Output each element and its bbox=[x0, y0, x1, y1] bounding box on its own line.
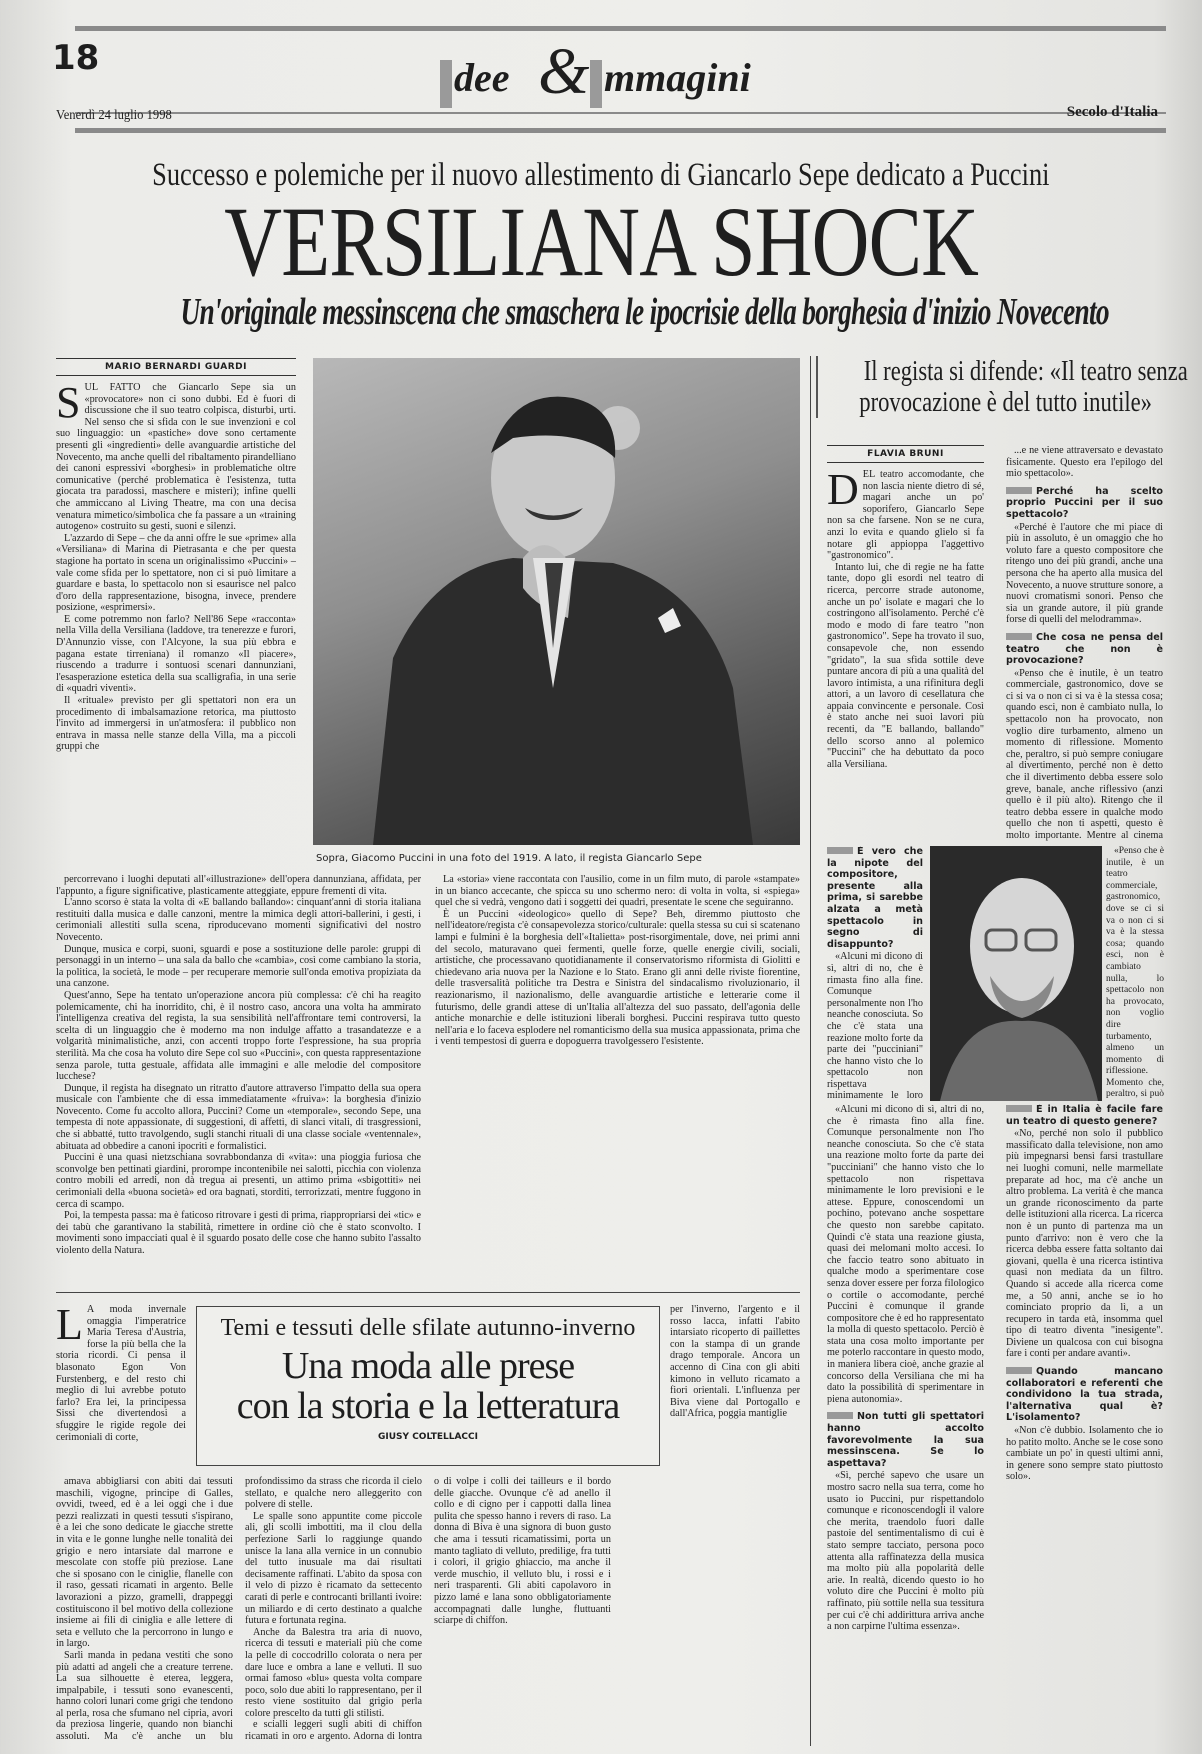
fashion-paragraph-list bbox=[56, 1476, 611, 1748]
fashion-paragraph: per l'inverno, l'argento e il rosso lacca, infatti l'abito intarsiato ricoperto di paillettes con la stampa di un grande drago temporale. Ancora un accenno di Cina con gli abiti kimono in velluto ricamato a fiori orientali. L'influenza per Biva viene dal Portogallo e dall'Africa, poggia mantiglie bbox=[670, 1304, 800, 1420]
interview-column-2-lower bbox=[1006, 1104, 1163, 1748]
main-subhead: Un'originale messinscena che smaschera le ipocrisie della borghesia d'inizio Novecento bbox=[180, 291, 1109, 333]
photo-caption: Sopra, Giacomo Puccini in una foto del 1919. A lato, il regista Giancarlo Sepe bbox=[316, 853, 702, 864]
article-paragraph: Poi, la tempesta passa: ma è faticoso ritrovare i gesti di prima, riappropriarsi dei «tic» e dei tabù che garantivano la stabilità, rimettere in ordine ciò che è stato sconvolto. I movimenti sono impacciati qual è il sguardo posato delle cose che hanno subito l'assalto violento della Natura. bbox=[56, 1210, 421, 1256]
drop-cap: L bbox=[56, 1304, 83, 1349]
article-paragraph: Dunque, il regista ha disegnato un ritratto d'autore attraverso l'impatto della sua opera musicale con l'ambiente che di essa immediatamente «fruiva»: la borghesia d'inizio Novecento. Come fu accolto allora, Puccini? Come un «temporale», secondo Sepe, una tempesta di note appassionate, di suggestioni, di affetti, di slanci vitali, di trasgressioni, che si abbatté, tutto travolgendo, sugli stanchi rituali di una classe sociale «ventennale», abituata ad obbedire a canoni ipocriti e formalistici. bbox=[56, 1082, 421, 1152]
interview-headline: Il regista si difende: «Il teatro senza provocazione è del tutto inutile» bbox=[816, 356, 1166, 418]
interview-answer: «Alcuni mi dicono di sì, altri di no, che è rimasta fino alla fine. Comunque personalmente non l'ho neanche conosciuta. So che c'è stata una reazione molto forte da parte dei "pucciniani" che hanno visto che lo spettacolo non rispettava minimamente le loro bbox=[827, 951, 923, 1100]
article-paragraph: percorrevano i luoghi deputati all'«illustrazione» dell'opera dannunziana, affidata, per l'appunto, a figure significative, plasticamente atteggiate, eppure frementi di vita. bbox=[56, 874, 421, 897]
article-paragraph: L'azzardo di Sepe – che da anni offre le sue «prime» alla «Versiliana» di Marina di Pietrasanta e che per questa stagione ha portato in scena un originalissimo «Puccini» – vale come sfida per lo spettatore, non ci si può limitare a guardare e basta, lo spettacolo non si esaurisce nel palco d'oro della rappresentazione, bisogna, invece, prendere posizione, «esprimersi». bbox=[56, 532, 296, 614]
drop-cap: D bbox=[827, 465, 859, 514]
fashion-paragraph: e scialli leggeri sugli abiti di chiffon ricamati in oro e argento. Adorna di lontra o di volpe i colli dei tailleurs e il bordo delle giacche. Ovunque c'è ad anello il collo e di cigno per i cappotti dalla linea pulita che spesso hanno i revers di raso. La donna di Biva è una signora di buon gusto che ama i tessuti ricamatissimi, porta un manto tagliato di velluto, predilige, fra tutti i colori, il grigio ghiaccio, ma anche il verde muschio, il velluto blu, i rossi e i neri trasparenti. Gli abiti capolavoro in pizzo lamé e lana sono obbligatoriamente accompagnati dalle lunghe, fluttuanti sciarpe di chiffon. bbox=[245, 1476, 611, 1743]
fashion-headline: Una moda alle prese con la storia e la letteratura bbox=[236, 1345, 620, 1427]
section-rule bbox=[56, 1292, 800, 1293]
fashion-left-column bbox=[56, 1304, 186, 1468]
issue-date: Venerdì 24 luglio 1998 bbox=[56, 108, 172, 123]
newspaper-name: Secolo d'Italia bbox=[1066, 104, 1158, 120]
section-masthead bbox=[430, 35, 830, 110]
article-paragraph: L'anno scorso è stata la volta di «E ballando ballando»: cinquant'anni di storia italiana restituiti dalla musica e dalle canzoni, mentre la mimica degli attori-ballerini, i gesti, i cerimoniali allestiti sulla scena, riproducevano momenti significativi del nostro Novecento. bbox=[56, 897, 421, 943]
interview-answer: «Perché è l'autore che mi piace di più in assoluto, è un omaggio che ho voluto fare a questo compositore che ritengo uno dei più grandi, anche una persona che ha aperto alla musica del Novecento, a nuove strutture sonore, a nuovi cromatismi sonori. Penso che sia un grande autore, il più grande forse di quelli del melodramma». bbox=[1006, 521, 1163, 626]
interview-paragraph: ...e ne viene attraversato e devastato fisicamente. Questo era l'epilogo del mio spettacolo». bbox=[1006, 445, 1163, 480]
drop-cap: S bbox=[56, 378, 81, 427]
article-paragraph: È un Puccini «ideologico» quello di Sepe? Beh, diremmo piuttosto che nell'ideatore/regista c'è consapevolezza storico/culturale: quella stessa su cui si scatenano lampi e fulmini è la borghesia dell'«Italietta» post-risorgimentale, dove, nei primi anni del secolo, maturavano quei fermenti, quelle forze, quelle energie civili, sociali, artistiche, che processavano quotidianamente il conservatorismo riformista di Giolitti e chiedevano aria nuova per la Nazione e lo Stato. Erano gli anni delle riviste fiorentine, delle trasversalità politiche tra Destra e Sinistra del sindacalismo rivoluzionario, il reazionarismo, il nazionalismo, delle avanguardie artistiche e letterarie come il futurismo, delle grandi attese di un'Italia all'altezza del suo passato, dell'agonia delle antiche monarchie e delle istituzioni liberali borghesi. Puccini respirava tutto questo nell'aria e lo faceva esplodere nel romanticismo della sua musica appassionata, prima che i venti tempestosi di guerra e dopoguerra travolgessero l'esistente. bbox=[435, 908, 800, 1048]
interview-question: È vero che la nipote del compositore, presente alla prima, si sarebbe alzata a metà spettacolo in segno di disappunto? bbox=[827, 846, 923, 950]
main-article-column-1 bbox=[56, 358, 296, 863]
fashion-byline: GIUSY COLTELLACCI bbox=[378, 1432, 478, 1442]
date-rule bbox=[75, 112, 1166, 114]
fashion-paragraph: A moda invernale omaggia l'imperatrice Maria Teresa d'Austria, forse la più bella che la storia ricordi. Ci pensa il blasonato Egon Von Furstenberg, e del resto chi meglio di lui avrebbe potuto farlo? Era lei, la principessa Sissi che divertendosi a sfuggire le rigide regole dei cerimoniali di corte, bbox=[56, 1304, 186, 1443]
letter-i-bar bbox=[590, 60, 602, 108]
interview-answer: «Penso che è inutile, è un teatro commerciale, gastronomico, dove se ci si va o non ci si va è la stessa cosa; quando esci, non è cambiato nulla, lo spettacolo non ha provocato, non voglio dire turbamento, almeno un momento di riflessione. Momento che, peraltro, si può bbox=[1106, 846, 1164, 1100]
main-byline: MARIO BERNARDI GUARDI bbox=[56, 358, 296, 376]
article-paragraph-list bbox=[56, 378, 296, 753]
interview-column-2-narrow bbox=[1106, 846, 1164, 1100]
fashion-lower-columns bbox=[56, 1476, 800, 1748]
fashion-paragraph: Anche da Balestra tra aria di nuovo, ricerca di tessuti e materiali più che come la pelle di coccodrillo colorata o nera per dare luce e ombra a lane e velluti. Il suo ormai famoso «blu» questa volta compare poco, solo due abiti lo rappresentano, per il resto viene sostituito dal grigio perla colore prescelto da tutti gli stilisti. bbox=[245, 1626, 422, 1719]
interview-question: Quando mancano collaboratori e referenti che condividono la tua strada, l'alternativa qual è? L'isolamento? bbox=[1006, 1366, 1163, 1424]
interview-paragraph-list bbox=[827, 465, 984, 770]
fashion-paragraph: amava abbigliarsi con abiti dai tessuti maschili, vigogne, principe di Galles, ovvidi, tweed, ed è a lei oggi che i due pezzi realizzati in questi tessuti s'ispirano, è a lei che sono dedicate le giacche strette in vita e le gonne lunghe nelle tonalità dei grigio e nero intarsiate dal marrone e mescolate con stoffe più preziose. Lane che si sposano con le ciniglie, flanelle con il raso, gessati ricamati in argento. Belle lavorazioni a pizzo, gramelli, drappeggi costituiscono il bel motivo della collezione insieme ai fili di ciniglia e alle lettere di seta e velluto che la percorrono in lungo e in largo. bbox=[56, 1476, 233, 1650]
column-separator bbox=[810, 356, 811, 1746]
interview-column-1 bbox=[827, 445, 984, 843]
interview-answer: «No, perché non solo il pubblico massificato dalla televisione, non amo più impegnarsi bensì farsi trastullare nei luoghi comuni, nelle marmellate preparate ad hoc, ma c'è anche un altro problema. La verità è che manca un grande riconoscimento da parte delle istituzioni alla ricerca. La ricerca non è un punto di partenza ma un punto d'arrivo: non è vero che la ricerca debba essere fatta soltanto dai giovani, quella è una ricerca istintiva quasi non mediata da un filtro. Quando si accede alla ricerca come me, a 50 anni, anche se io ho cominciato proprio da lì, a un recupero in tarda età, insomma quel tipo di teatro diventa "inesigente". Diviene un qualcosa con cui bisogna fare i conti per andare avanti». bbox=[1006, 1128, 1163, 1360]
article-paragraph-list bbox=[56, 874, 800, 1278]
top-rule bbox=[75, 26, 1166, 31]
interview-question: Non tutti gli spettatori hanno accolto favorevolmente la sua messinscena. Se lo aspettava? bbox=[827, 1411, 984, 1469]
article-paragraph: Quest'anno, Sepe ha tentato un'operazione ancora più complessa: c'è chi ha reagito polemicamente, chi ha inorridito, chi, è il nostro caso, ancora una volta ha ammirato l'intelligenza creativa del regista, la sua sensibilità nell'affrontare temi controversi, la scelta di un linguaggio che è moderno ma non indulge affatto a trasandatezze e a volgarità minimalistiche, anzi, con accenti troppo forte l'espressione, ha sua propria sterilità. Ma che cosa ha voluto dire Sepe col suo «Puccini», con questa rappresentazione senza parole, tutta gestuale, affidata alle immagini e alle melodie del compositore lucchese? bbox=[56, 989, 421, 1083]
fashion-paragraph: Le spalle sono appuntite come piccole ali, gli scolli imbottiti, ma il clou della perfezione Sarli lo raggiunge quando unisce la lana alla vernice in un connubio del tutto inusuale ma dai risultati decisamente raffinati. L'abito da sposa con il velo di pizzo è ricamato da settecento carati di perle e controcanti brillanti ivoire: un miliardo e di certo destinato a qualche futura e fortunata regina. bbox=[245, 1510, 422, 1627]
ampersand: & bbox=[538, 35, 590, 108]
section-word-2: mmagini bbox=[604, 55, 751, 100]
main-kicker: Successo e polemiche per il nuovo allestimento di Giancarlo Sepe dedicato a Puccini bbox=[152, 157, 1050, 193]
article-paragraph: Puccini è una quasi nietzschiana sovrabbondanza di «vita»: una pioggia furiosa che sconvolge ben pettinati giardini, prorompe incontenibile nei salotti, picchia con violenza contro mobili ed arredi, non dà tregua ai presenti, un attimo prima «sbigottiti» nei cerimoniali della «buona società» ed ora bagnati, storditi, terrorizzati, mentre fuggono in cerca di scampo. bbox=[56, 1152, 421, 1210]
interview-answer: «Sì, perché sapevo che usare un mostro sacro nella sua terra, come ho usato io Puccini, pur rispettandolo comunque e riconoscendogli il valore che merita, traendolo fuori dalle pastoie del sentimentalismo di cui è stato sempre tacciato, persona poco attenta alla raffinatezza della musica ma molto più alla popolarità delle arie. In realtà, dicendo questo io ho voluto dire che Puccini è molto più raffinato, più sottile nella sua tessitura per cui c'è chi addirittura arriva anche a non carpirne l'ultima essenza». bbox=[827, 1470, 984, 1633]
interview-column-1-lower bbox=[827, 1104, 984, 1748]
article-paragraph: Dunque, musica e corpi, suoni, sguardi e pose a sostituzione delle parole: gruppi di personaggi in un interno – una sala da ballo che «cambia», così come cambiano la storia, la politica, la società, le mode – per recuperare memorie sull'onda emotiva propiziata da una canzone. bbox=[56, 943, 421, 990]
interview-question: Perché ha scelto proprio Puccini per il suo spettacolo? bbox=[1006, 485, 1163, 520]
interview-question: Che cosa ne pensa del teatro che non è provocazione? bbox=[1006, 631, 1163, 667]
interview-column-1-narrow bbox=[827, 846, 923, 1100]
sepe-photo bbox=[930, 846, 1102, 1101]
interview-column-2 bbox=[1006, 445, 1163, 843]
masthead-bottom-rule bbox=[75, 128, 1166, 133]
fashion-right-column bbox=[670, 1304, 800, 1468]
letter-i-bar bbox=[440, 60, 452, 108]
interview-answer: «Alcuni mi dicono di sì, altri di no, che è rimasta fino alla fine. Comunque personalmente non l'ho neanche conosciuta. So che c'è stata una reazione molto forte da parte dei "pucciniani" che hanno visto che lo spettacolo non rispettava minimamente le loro previsioni e le attese. Eppure, conoscendomi un pochino, potevano anche sospettare che questo non sarebbe capitato. Quindi c'è stata una reazione giusta, quasi dei melomani molto accesi. Io che faccio teatro sono abituato in qualche modo a sperimentare cose senza dover essere per forza filologico o cortile o accomodante, perché Puccini è comunque il grande compositore che è ed ho rappresentato la molla di questo spettacolo. Perciò è stata una cosa molto importante per me poterlo raccontare in questo modo, in maniera libera cioè, anche grazie al concorso della Versiliana che mi ha dato la possibilità di sperimentare in piena autonomia». bbox=[827, 1104, 984, 1405]
interview-paragraph: EL teatro accomodante, che non lascia niente dietro di sé, magari anche un po' soporifero, Giancarlo Sepe non sa che farsene. Non se ne cura, anzi lo evita e quando glielo si fa notare gli appioppa l'aggettivo "gastronomico". bbox=[827, 469, 984, 562]
fashion-paragraph: Sarli manda in pedana vestiti che sono più adatti ad angeli che a creature terrene. La sua silhouette è eterea, leggera, impalpabile, i tessuti sono evanescenti, hanno colori lunari come grigi che tendono al perla, rosa che sfumano nel cipria, avori da preziosa lingerie, quando non bianchi assoluti. Ma c'è anche un blu profondissimo da strass che ricorda il cielo stellato, e qualche nero alleggerito con polvere di stelle. bbox=[56, 1476, 422, 1743]
article-paragraph: La «storia» viene raccontata con l'ausilio, come in un film muto, di parole «stampate» in un bianco accecante, che spicca su uno schermo nero: di volta in volta, si «spiega» quel che si vedrà, vengono dati i soggetti dei quadri, presentate le scene che seguiranno. bbox=[435, 874, 800, 909]
interview-paragraph: Intanto lui, che di regie ne ha fatte tante, dopo gli esordi nel teatro di ricerca, percorre strade autonome, anche un po' isolate e magari che lo costringono all'isolamento. Perché c'è modo e modo di fare teatro "non gastronomico". Sepe ha trovato il suo, consapevole che, non essendo "gridato", la sua sfida sottile deve puntare ancora di più a una qualità del lavoro intimista, a una rifinitura degli attori, a un lavoro di cesellatura che appaia convincente e personale. Così è stato anche nei suoi lavori più recenti, da "E ballando, ballando" dello scorso anno al polemico "Puccini" che ha debuttato da poco alla Versiliana. bbox=[827, 561, 984, 770]
section-word-1: dee bbox=[454, 55, 510, 100]
interview-answer: «Penso che è inutile, è un teatro commerciale, gastronomico, dove se ci si va o non ci si va è la stessa cosa; quando esci, non è cambiato nulla, lo spettacolo non ha provocato, non voglio dire turbamento, almeno un momento di riflessione. Momento che, peraltro, si può sempre coniugare al divertimento, perché non è detto che il divertimento debba essere solo greve, banale, anche riflessivo (anzi quello è il più alto). Ritengo che il teatro debba essere in qualche modo quello che non ti aspetti, questo è molto importante. Mentre al cinema bbox=[1006, 667, 1163, 841]
article-paragraph: E come potremmo non farlo? Nell'86 Sepe «racconta» nella Villa della Versiliana (laddove, tra tenerezze e furori, D'Annunzio visse, con l'Alcyone, la sua più ebbra e pagana estate tirreniana) il romanzo «Il piacere», riuscendo a tradurre i sontuosi scenari dannunziani, l'esasperazione estetica della sua scalligrafia, in una serie di «quadri viventi». bbox=[56, 613, 296, 695]
article-paragraph: Il «rituale» previsto per gli spettatori non era un procedimento di imbalsamazione retorica, ma piuttosto l'invito ad immergersi in un'atmosfera: il pubblico non entrava in massa nelle stanze della Villa, ma a piccoli gruppi che bbox=[56, 695, 296, 753]
fashion-kicker: Temi e tessuti delle sfilate autunno-inverno bbox=[220, 1315, 636, 1341]
interview-answer: «Non c'è dubbio. Isolamento che io ho patito molto. Anche se le cose sono cambiate un po' in questi ultimi anni, in genere sono sempre stato piuttosto solo». bbox=[1006, 1425, 1163, 1483]
main-headline: VERSILIANA SHOCK bbox=[224, 186, 978, 297]
main-article-lower-columns bbox=[56, 874, 800, 1278]
page-number: 18 bbox=[52, 38, 100, 78]
interview-question: È in Italia è facile fare un teatro di questo genere? bbox=[1006, 1104, 1163, 1127]
fashion-headline-box bbox=[196, 1306, 660, 1466]
puccini-photo bbox=[313, 358, 800, 845]
article-paragraph: UL FATTO che Giancarlo Sepe sia un «provocatore» non ci sono dubbi. Ed è fuori di discussione che il suo teatro colpisca, disturbi, urti. Nel senso che si sfida con le sue invenzioni e col suo linguaggio: un «pastiche» dove sono certamente presenti gli «ingredienti» delle avanguardie artistiche del Novecento, ma anche quelli del ribaltamento pirandelliano dei canoni espressivi «borghesi» in problematiche oltre comunicative (perché problematica è l'esistenza, tutta giocata tra paradossi, maschere e misteri); infine quelli che ammiccano al Living Theatre, ma con una decisa venatura mimetico/simbolica che fa passare a un «training autogeno» costruito su gesti, suoni e silenzi. bbox=[56, 382, 296, 533]
interview-byline: FLAVIA BRUNI bbox=[827, 445, 984, 463]
